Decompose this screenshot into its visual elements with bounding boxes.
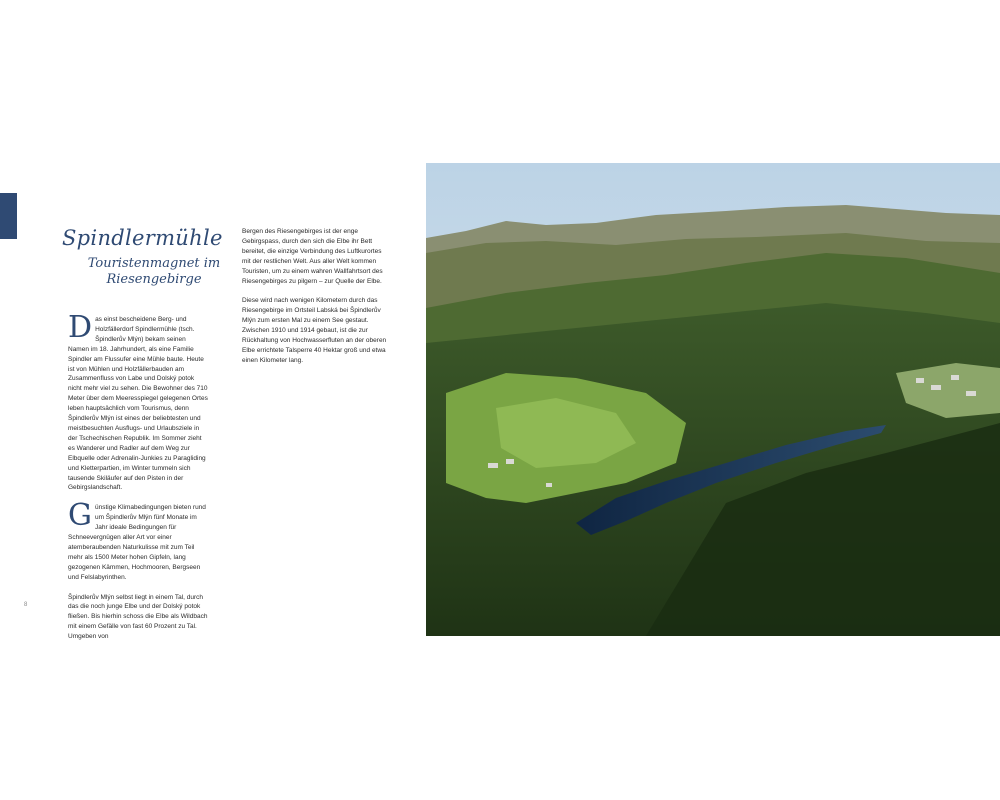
aerial-landscape-photo: [426, 163, 1000, 636]
paragraph-text: ünstige Klimabedingungen bieten rund um Špindlerův Mlýn fünf Monate im Jahr ideale Bedingungen für Schneevergnügen aller Art vor einer atemberaubenden Naturkulisse mit zum Teil mehr als 1500 Meter hohen Gipfeln, lang gezogenen Kämmen, Hochmooren, Bergseen und Felslabyrinthen.: [68, 504, 206, 581]
paragraph: [68, 593, 208, 643]
paragraph: Diese wird nach wenigen Kilometern durch das Riesengebirge im Ortsteil Labská bei Špindlerův Mlýn zum ersten Mal zu einem See gestaut. Zwischen 1910 und 1914 gebaut, ist die zur Rückhaltung von Hochwasserfluten an der oberen Elbe errichtete Talsperre 40 Hektar groß und etwa einen Kilometer lang.: [242, 297, 387, 364]
page-subtitle: Touristenmagnet im Riesengebirge: [87, 256, 221, 287]
section-tab-marker: [0, 193, 17, 239]
drop-cap: D: [68, 310, 93, 345]
paragraph: [68, 498, 208, 582]
paragraph: [68, 310, 208, 493]
page-number: 8: [24, 602, 28, 608]
drop-cap: G: [68, 498, 92, 534]
paragraph-text: Špindlerův Mlýn selbst liegt in einem Tal, durch das die noch junge Elbe und der Dolský potok fließen. Bis hierhin schoss die Elbe als Wildbach mit einem Gefälle von fast 60 Prozent zu Tal. Umgeben von: [68, 593, 208, 641]
paragraph: Bergen des Riesengebirges ist der enge Gebirgspass, durch den sich die Elbe ihr Bett bereitet, die einzige Verbindung des Luftkurortes mit der restlichen Welt. Aus aller Welt kommen Touristen, um zu einem wahren Wallfahrtsort des Riesengebirges zu pilgern – zur Quelle der Elbe.: [242, 228, 383, 285]
paragraph-text: as einst bescheidene Berg- und Holzfällerdorf Spindlermühle (tsch. Špindlerův Mlýn) bekam seinen Namen im 18. Jahrhundert, als eine Familie Spindler am Flussufer eine Mühle baute. Heute ist von Mühlen und Holzfällerbauden am Zusammenfluss von Labe und Dolský potok nicht mehr viel zu sehen. Die Bewohner des 710 Meter über dem Meeresspiegel gelegenen Ortes leben hauptsächlich vom Tourismus, denn Špindlerův Mlýn ist eines der beliebtesten und meistbesuchten Ausflugs- und Urlaubsziele in der Tschechischen Republik. Im Sommer zieht es Wanderer und Radler auf dem Weg zur Elbquelle oder Adrenalin-Junkies zu Paragliding und Kletterpartien, im Winter tummeln sich tausende Skiläufer auf den Pisten in der Gebirgslandschaft.: [68, 316, 208, 492]
text-column-left: [68, 310, 208, 652]
text-column-middle: [242, 227, 390, 376]
page-title: Spindlermühle: [62, 226, 223, 250]
